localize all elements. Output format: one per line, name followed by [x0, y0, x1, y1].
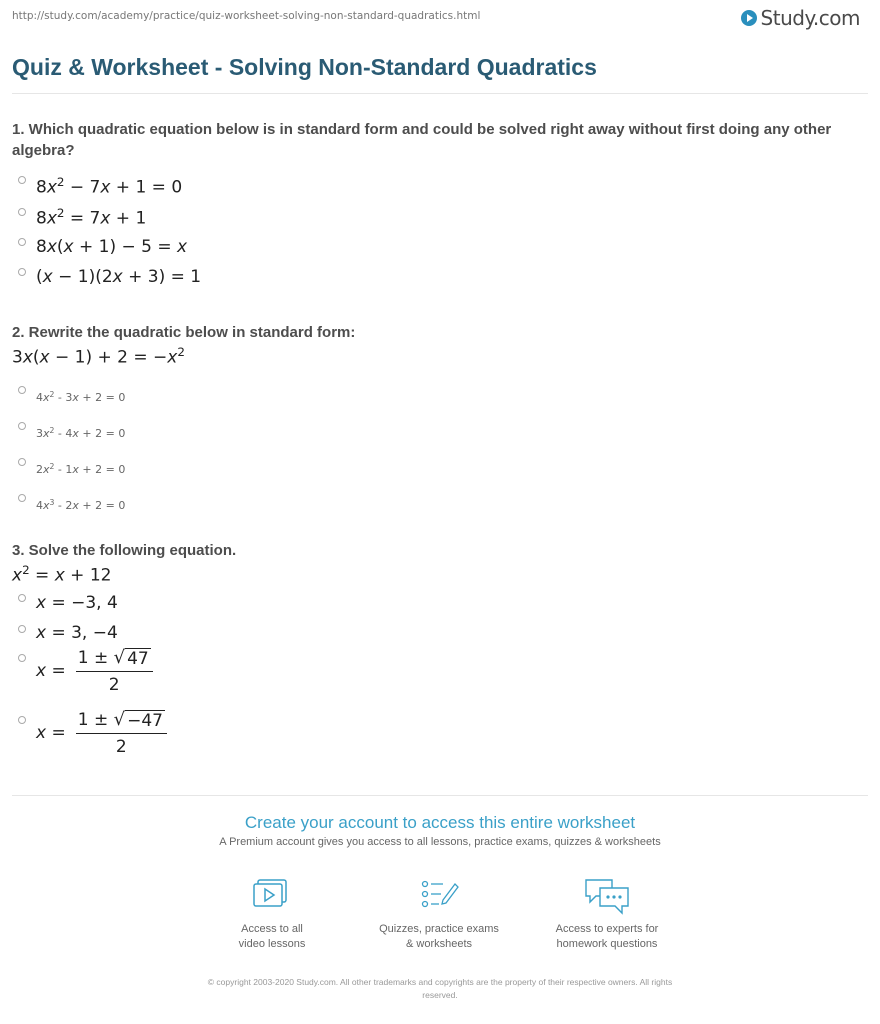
question-equation: $3x(x - 1) + 2 = -x^2$ — [12, 345, 185, 368]
feature-quizzes — [359, 876, 519, 952]
option-text: $4x^2 - 3x + 2 = 0$ — [36, 390, 126, 405]
radio-button[interactable] — [18, 716, 26, 724]
answer-option[interactable] — [12, 710, 862, 772]
copyright — [160, 976, 720, 1002]
option-text: x = 3, −4 — [36, 623, 118, 644]
option-text: 8x(x + 1) − 5 = x — [36, 237, 188, 257]
answer-option[interactable] — [12, 380, 862, 416]
feature-label: Access to all — [241, 923, 303, 935]
answer-option[interactable] — [12, 202, 862, 232]
radio-button[interactable] — [18, 386, 26, 394]
copyright-line: reserved. — [422, 990, 458, 1000]
radio-button[interactable] — [18, 176, 26, 184]
brand-logo[interactable] — [741, 6, 860, 30]
question-equation: $x^2 = x + 12$ — [12, 563, 112, 586]
answer-option[interactable] — [12, 232, 862, 262]
page-url: http://study.com/academy/practice/quiz-worksheet-solving-non-standard-quadratics.html — [12, 10, 481, 22]
quiz-checklist-icon — [417, 876, 461, 916]
option-text: x = 1 ± √ 47 2 — [36, 648, 153, 695]
question-text: 2. Rewrite the quadratic below in standard form: — [12, 324, 356, 341]
cta-subtitle: A Premium account gives you access to all lessons, practice exams, quizzes & worksheets — [219, 836, 661, 848]
copyright-line: © copyright 2003-2020 Study.com. All other trademarks and copyrights are the property of their respective owners. All rights — [207, 977, 673, 987]
answer-option[interactable] — [12, 648, 862, 710]
feature-label: & worksheets — [405, 938, 473, 950]
answer-option[interactable] — [12, 452, 862, 488]
feature-label: Access to experts for — [555, 923, 659, 935]
feature-experts — [527, 876, 687, 952]
feature-label: homework questions — [556, 938, 658, 950]
question-3 — [12, 540, 862, 772]
video-lessons-icon — [250, 876, 294, 916]
answer-option[interactable] — [12, 488, 862, 524]
option-text: x = 1 ± √ −47 2 — [36, 710, 167, 757]
feature-label: video lessons — [238, 938, 306, 950]
option-text: $4x^3 - 2x + 2 = 0$ — [36, 498, 126, 513]
answer-option[interactable] — [12, 416, 862, 452]
option-text: $2x^2 - 1x + 2 = 0$ — [36, 462, 126, 477]
radio-button[interactable] — [18, 654, 26, 662]
footer-divider — [12, 795, 868, 796]
answer-option[interactable] — [12, 170, 862, 202]
expert-chat-icon — [582, 876, 632, 916]
option-text: (x − 1)(2x + 3) = 1 — [36, 267, 202, 287]
cta-title[interactable]: Create your account to access this entire worksheet — [244, 813, 636, 832]
answer-option[interactable] — [12, 588, 862, 619]
question-text: 1. Which quadratic equation below is in standard form and could be solved right away without first doing any other algebra? — [12, 121, 832, 159]
question-2 — [12, 322, 862, 524]
feature-label: Quizzes, practice exams — [379, 923, 499, 935]
page-title: Quiz & Worksheet - Solving Non-Standard Quadratics — [12, 54, 597, 80]
radio-button[interactable] — [18, 268, 26, 276]
brand-name: Study.com — [760, 6, 860, 30]
question-text: 3. Solve the following equation. — [12, 542, 237, 559]
option-text: x = −3, 4 — [36, 593, 118, 614]
feature-video-lessons — [192, 876, 352, 952]
radio-button[interactable] — [18, 625, 26, 633]
radio-button[interactable] — [18, 458, 26, 466]
radio-button[interactable] — [18, 594, 26, 602]
radio-button[interactable] — [18, 208, 26, 216]
answer-option[interactable] — [12, 262, 862, 292]
radio-button[interactable] — [18, 238, 26, 246]
option-text: $8x^2 = 7x + 1$ — [36, 205, 147, 229]
option-text: $3x^2 - 4x + 2 = 0$ — [36, 426, 126, 441]
question-1 — [12, 119, 862, 292]
option-text: $8x^2 - 7x + 1 = 0$ — [36, 174, 183, 198]
play-logo-icon — [741, 10, 757, 26]
radio-button[interactable] — [18, 494, 26, 502]
answer-option[interactable] — [12, 619, 862, 648]
radio-button[interactable] — [18, 422, 26, 430]
title-divider — [12, 93, 868, 94]
